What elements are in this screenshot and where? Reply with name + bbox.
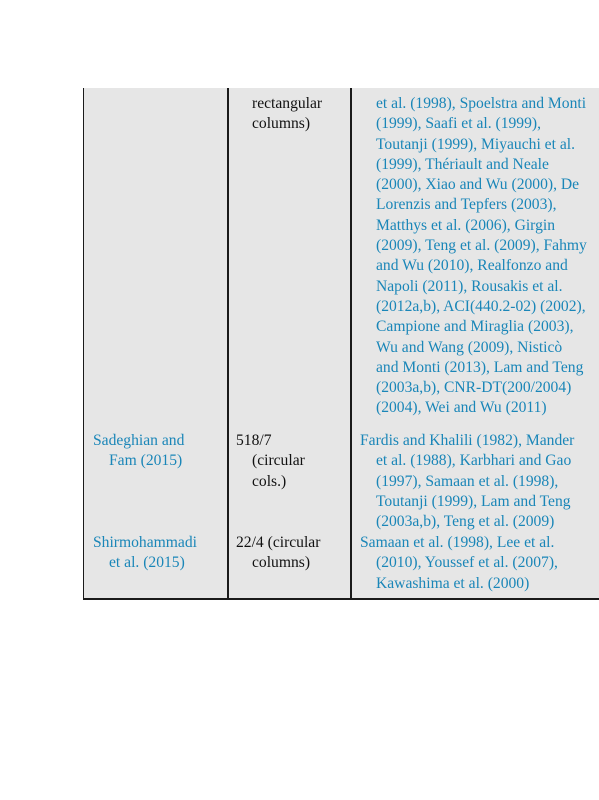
study-link[interactable]: Shirmohammadi: [93, 534, 197, 551]
models-cell: [360, 533, 599, 594]
reference-link[interactable]: et al. (1988), Karbhari and Gao: [376, 452, 572, 470]
reference-link[interactable]: (1999), Saafi et al. (1999),: [376, 115, 541, 133]
models-cell: [360, 431, 599, 532]
reference-link[interactable]: Toutanji (1999), Miyauchi et al.: [376, 135, 575, 153]
cell-line: 518/7: [236, 432, 272, 449]
specimens-cell: [252, 94, 322, 135]
study-cell: [93, 533, 197, 574]
reference-link[interactable]: (2012a,b), ACI(440.2-02) (2002),: [376, 297, 586, 315]
reference-link[interactable]: (2000), Xiao and Wu (2000), De: [376, 176, 580, 194]
reference-link[interactable]: (2003a,b), CNR-DT(200/2004): [376, 379, 572, 397]
cell-line: cols.): [252, 472, 287, 490]
cell-line: 22/4 (circular: [236, 534, 321, 551]
reference-link[interactable]: and Wu (2010), Realfonzo and: [376, 257, 568, 275]
cell-line: rectangular: [252, 95, 323, 112]
study-link[interactable]: Sadeghian and: [93, 432, 185, 449]
reference-link[interactable]: Kawashima et al. (2000): [376, 574, 530, 592]
cell-line: columns): [252, 554, 311, 572]
reference-link[interactable]: Napoli (2011), Rousakis et al.: [376, 277, 563, 295]
reference-link[interactable]: (2009), Teng et al. (2009), Fahmy: [376, 237, 587, 255]
study-cell: [93, 431, 184, 472]
study-link[interactable]: Fam (2015): [109, 452, 183, 470]
column-divider: [227, 88, 229, 598]
reference-link[interactable]: (1999), Thériault and Neale: [376, 155, 549, 173]
reference-link[interactable]: Samaan et al. (1998), Lee et al.: [360, 534, 555, 551]
reference-link[interactable]: Wu and Wang (2009), Nisticò: [376, 338, 563, 356]
cell-line: columns): [252, 115, 311, 133]
reference-link[interactable]: Lorenzis and Tepfers (2003),: [376, 196, 557, 214]
specimens-cell: [236, 431, 305, 492]
reference-link[interactable]: Fardis and Khalili (1982), Mander: [360, 432, 575, 449]
reference-link[interactable]: (2010), Youssef et al. (2007),: [376, 554, 558, 572]
column-divider: [350, 88, 352, 598]
study-link[interactable]: et al. (2015): [109, 554, 185, 572]
reference-link[interactable]: and Monti (2013), Lam and Teng: [376, 358, 584, 376]
reference-link[interactable]: (2004), Wei and Wu (2011): [376, 399, 547, 417]
reference-link[interactable]: Matthys et al. (2006), Girgin: [376, 216, 556, 234]
cell-line: (circular: [252, 452, 305, 470]
specimens-cell: [236, 533, 320, 574]
reference-link[interactable]: Campione and Miraglia (2003),: [376, 318, 574, 336]
reference-link[interactable]: (2003a,b), Teng et al. (2009): [376, 513, 555, 531]
reference-link[interactable]: (1997), Samaan et al. (1998),: [376, 472, 559, 490]
reference-link[interactable]: et al. (1998), Spoelstra and Monti: [376, 95, 587, 112]
references-table: [83, 88, 599, 600]
reference-link[interactable]: Toutanji (1999), Lam and Teng: [376, 492, 571, 510]
models-cell: [360, 94, 599, 419]
